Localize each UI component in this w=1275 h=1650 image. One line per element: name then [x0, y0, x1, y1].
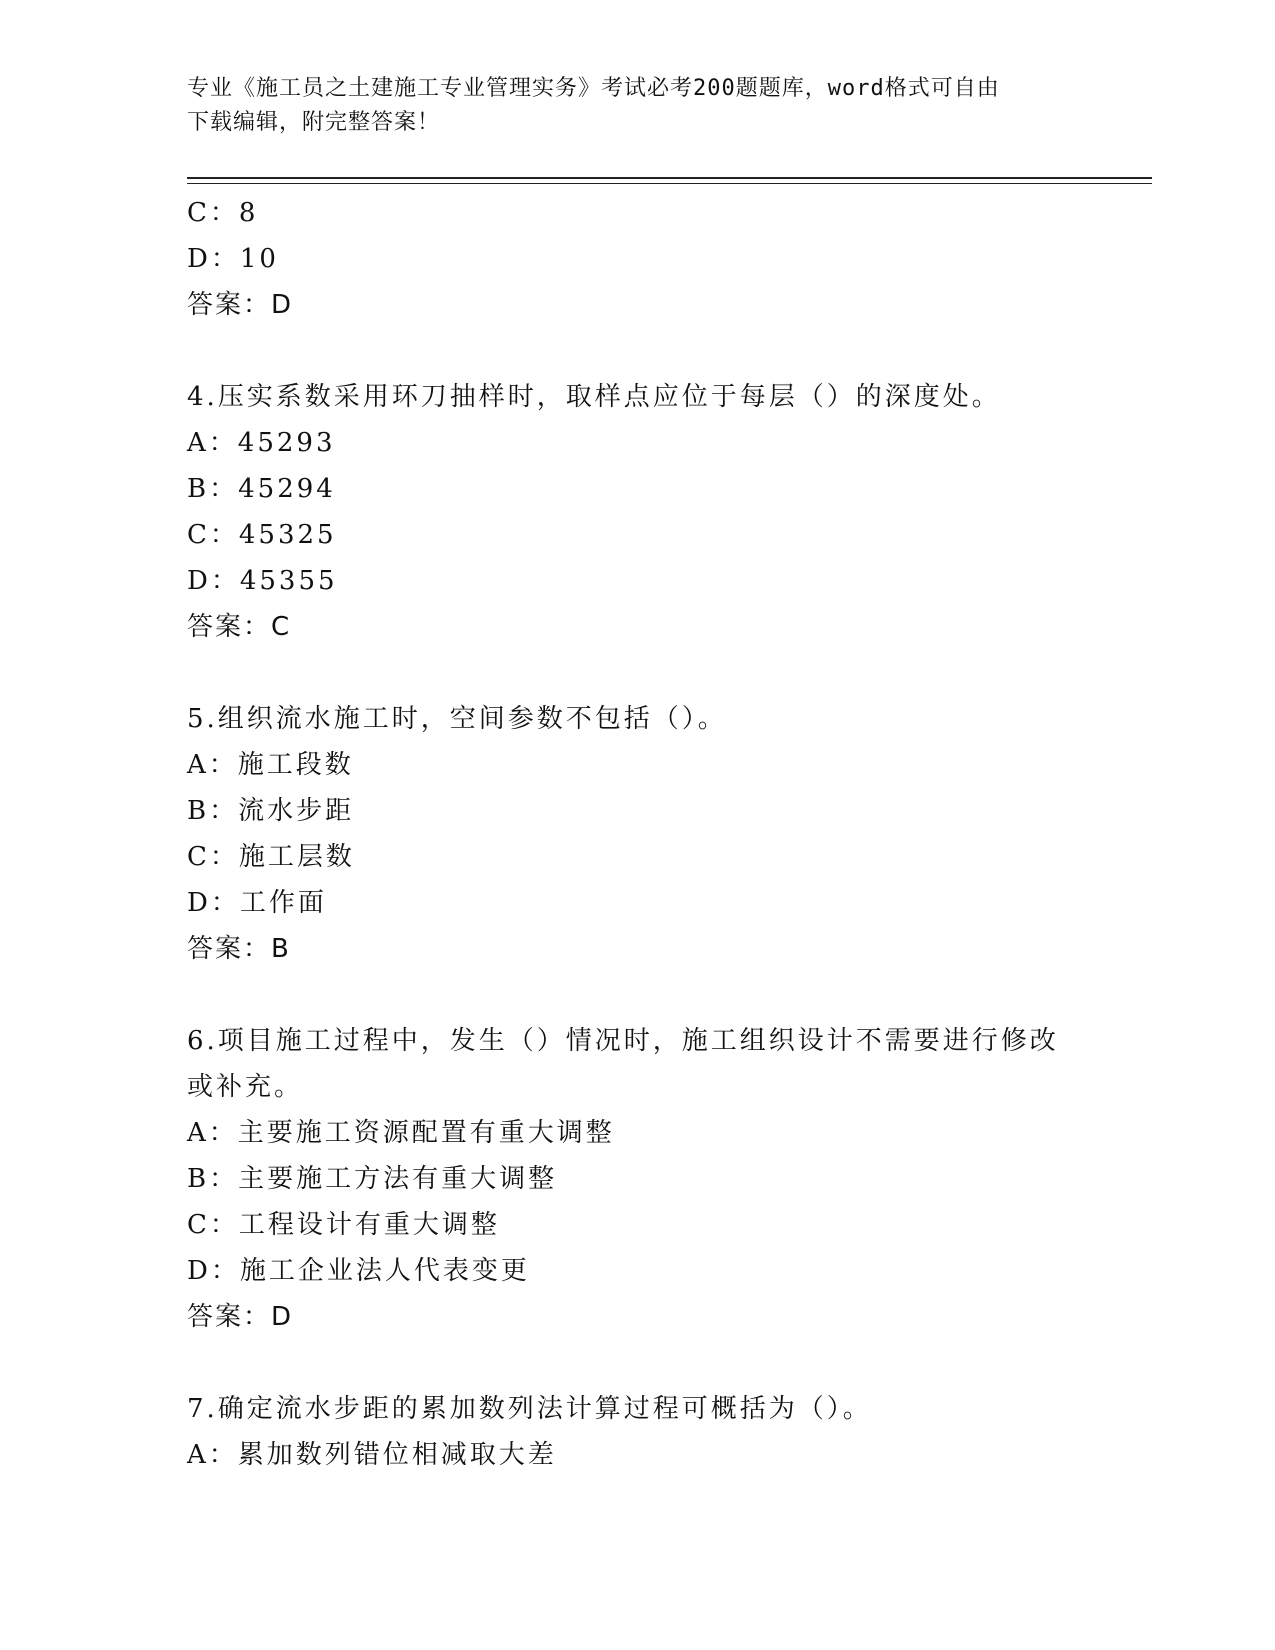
option-a: A：施工段数 [187, 750, 354, 780]
spacer [187, 650, 1087, 696]
header-line-1: 专业《施工员之土建施工专业管理实务》考试必考200题题库，word格式可自由 [187, 76, 1000, 101]
header-line-2: 下载编辑，附完整答案！ [187, 110, 441, 135]
option-c: C：8 [187, 198, 259, 228]
question-stem: 4.压实系数采用环刀抽样时，取样点应位于每层（）的深度处。 [187, 382, 1001, 412]
page-header [187, 72, 1087, 140]
question-stem-continued: 或补充。 [187, 1072, 304, 1102]
option-c: C：施工层数 [187, 842, 355, 872]
header-rule-thick [187, 177, 1152, 179]
answer: 答案：C [187, 612, 292, 642]
option-b: B：流水步距 [187, 796, 355, 826]
question-stem: 5.组织流水施工时，空间参数不包括（）。 [187, 704, 727, 734]
option-a: A：45293 [187, 428, 336, 458]
option-d: D：45355 [187, 566, 338, 596]
question-stem: 7.确定流水步距的累加数列法计算过程可概括为（）。 [187, 1394, 872, 1424]
answer: 答案：D [187, 290, 294, 320]
option-b: B：45294 [187, 474, 336, 504]
answer: 答案：B [187, 934, 291, 964]
question-stem: 6.项目施工过程中，发生（）情况时，施工组织设计不需要进行修改 [187, 1026, 1059, 1056]
header-rule-thin [187, 183, 1152, 184]
option-c: C：工程设计有重大调整 [187, 1210, 500, 1240]
option-a: A：主要施工资源配置有重大调整 [187, 1118, 615, 1148]
option-b: B：主要施工方法有重大调整 [187, 1164, 558, 1194]
spacer [187, 328, 1087, 374]
option-d: D：工作面 [187, 888, 327, 918]
spacer [187, 1340, 1087, 1386]
option-c: C：45325 [187, 520, 337, 550]
option-d: D：10 [187, 244, 279, 274]
option-d: D：施工企业法人代表变更 [187, 1256, 530, 1286]
document-body [187, 190, 1087, 1478]
option-a: A：累加数列错位相减取大差 [187, 1440, 557, 1470]
answer: 答案：D [187, 1302, 294, 1332]
spacer [187, 972, 1087, 1018]
